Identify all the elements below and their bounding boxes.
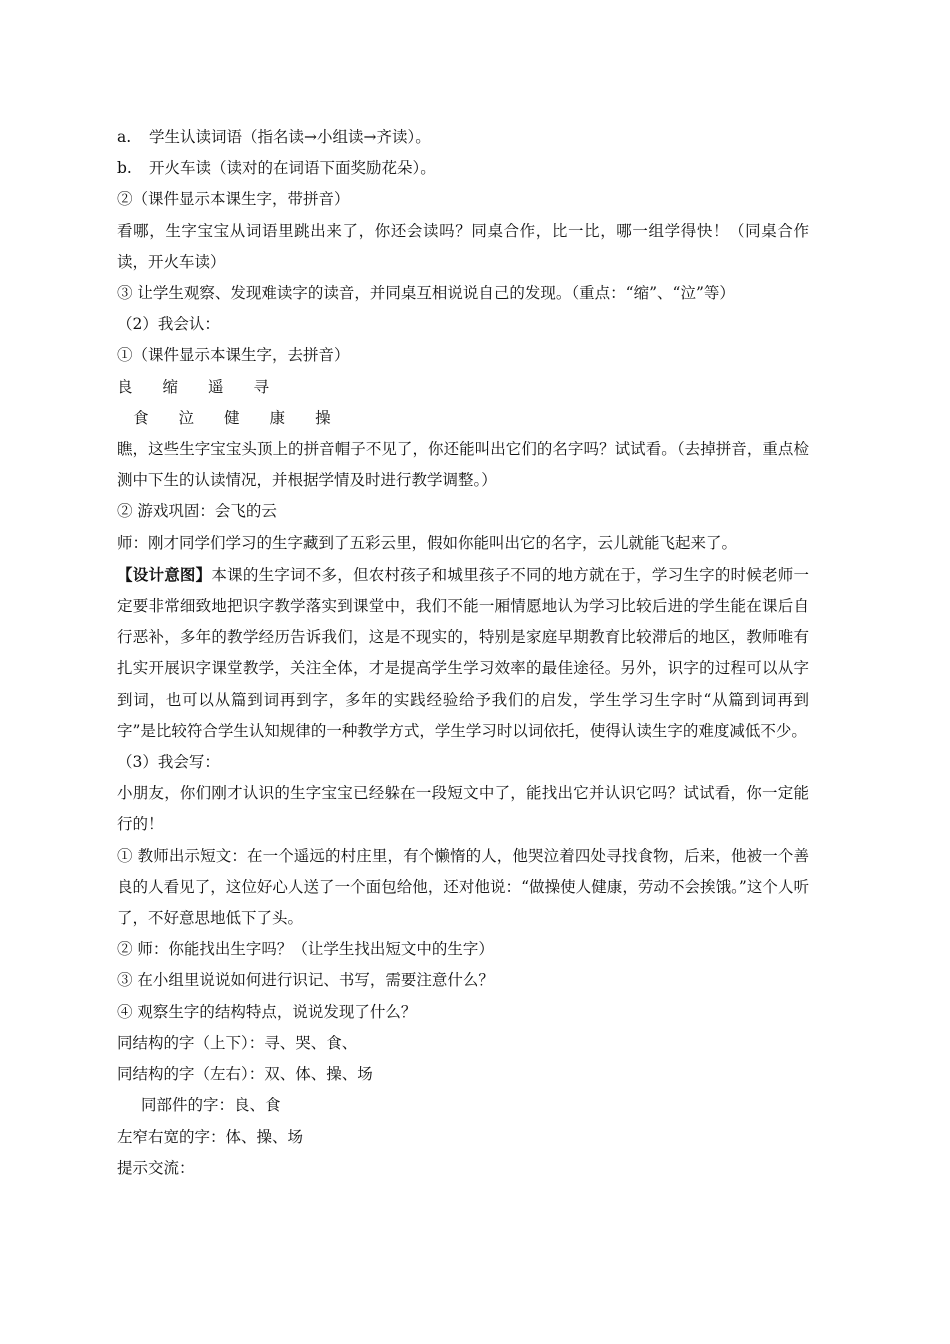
step-line: ④ 观察生字的结构特点，说说发现了什么？ [117,1002,417,1021]
list-item-b [117,153,809,184]
structure-line: 同部件的字：良、食 [141,1096,281,1115]
section-heading: （3）我会写： [117,753,220,772]
character: 操 [315,408,331,427]
step-line: ①（课件显示本课生字，去拼音） [117,346,350,365]
character-row [117,372,809,403]
character: 泣 [178,408,195,427]
paragraph: 看哪，生字宝宝从词语里跳出来了，你还会读吗？同桌合作，比一比，哪一组学得快！（同桌合作读，开火车读） [117,221,809,271]
design-intent-label: 【设计意图】 [117,564,212,584]
step-line: ② 师：你能找出生字吗？（让学生找出短文中的生字） [117,940,494,959]
design-intent-paragraph [117,559,809,747]
structure-line: 同结构的字（上下）：寻、哭、食、 [117,1033,358,1052]
list-marker: a. [117,128,132,146]
step-line: ③ 在小组里说说如何进行识记、书写，需要注意什么？ [117,971,494,990]
list-item-a [117,122,809,153]
character: 食 [133,408,149,427]
document-page [117,122,809,1184]
prompt-line: 提示交流： [117,1158,195,1177]
step-line: ②（课件显示本课生字，带拼音） [117,190,350,209]
character: 缩 [162,377,179,396]
character: 遥 [208,377,224,396]
step-line: ② 游戏巩固：会飞的云 [117,502,277,521]
paragraph: ① 教师出示短文：在一个遥远的村庄里，有个懒惰的人，他哭泣着四处寻找食物，后来，他被一个善良的人看见了，这位好心人送了一个面包给他，还对他说：“做操使人健康，劳动不会挨饿。”这个人听了，不好意思地低下了头。 [117,846,809,928]
character: 康 [269,408,286,427]
paragraph: 瞧，这些生字宝宝头顶上的拼音帽子不见了，你还能叫出它们的名字吗？试试看。（去掉拼音，重点检测中下生的认读情况，并根据学情及时进行教学调整。） [117,440,809,490]
character: 良 [117,377,133,396]
structure-line: 同结构的字（左右）：双、体、操、场 [117,1065,373,1084]
structure-line: 左窄右宽的字：体、操、场 [117,1127,304,1146]
character: 寻 [253,377,270,396]
step-line: ③ 让学生观察、发现难读字的读音，并同桌互相说说自己的发现。（重点：“缩”、“泣”等） [117,284,735,303]
teacher-line: 师：刚才同学们学习的生字藏到了五彩云里，假如你能叫出它的名字，云儿就能飞起来了。 [117,533,738,552]
design-intent-text: 本课的生字词不多，但农村孩子和城里孩子不同的地方就在于，学习生字的时候老师一定要非常细致地把识字教学落实到课堂中，我们不能一厢情愿地认为学习比较后进的学生能在课后自行恶补，多年的教学经历告诉我们，这是不现实的，特别是家庭早期教育比较滞后的地区，教师唯有扎实开展识字课堂教学，关注全体，才是提高学生学习效率的最佳途径。另外，识字的过程可以从字到词，也可以从篇到词再到字，多年的实践经验给予我们的启发，学生学习生字时“从篇到词再到字”是比较符合学生认知规律的一种教学方式，学生学习时以词依托，使得认读生字的难度减低不少。 [117,565,809,740]
section-heading: （2）我会认： [117,315,220,334]
list-marker: b. [117,159,132,178]
character-row [117,403,809,434]
list-item-text: 学生认读词语（指名读→小组读→齐读）。 [149,128,431,146]
paragraph: 小朋友，你们刚才认识的生字宝宝已经躲在一段短文中了，能找出它并认识它吗？试试看，你一定能行的！ [117,784,809,834]
list-item-text: 开火车读（读对的在词语下面奖励花朵）。 [149,159,436,178]
character: 健 [224,408,240,427]
